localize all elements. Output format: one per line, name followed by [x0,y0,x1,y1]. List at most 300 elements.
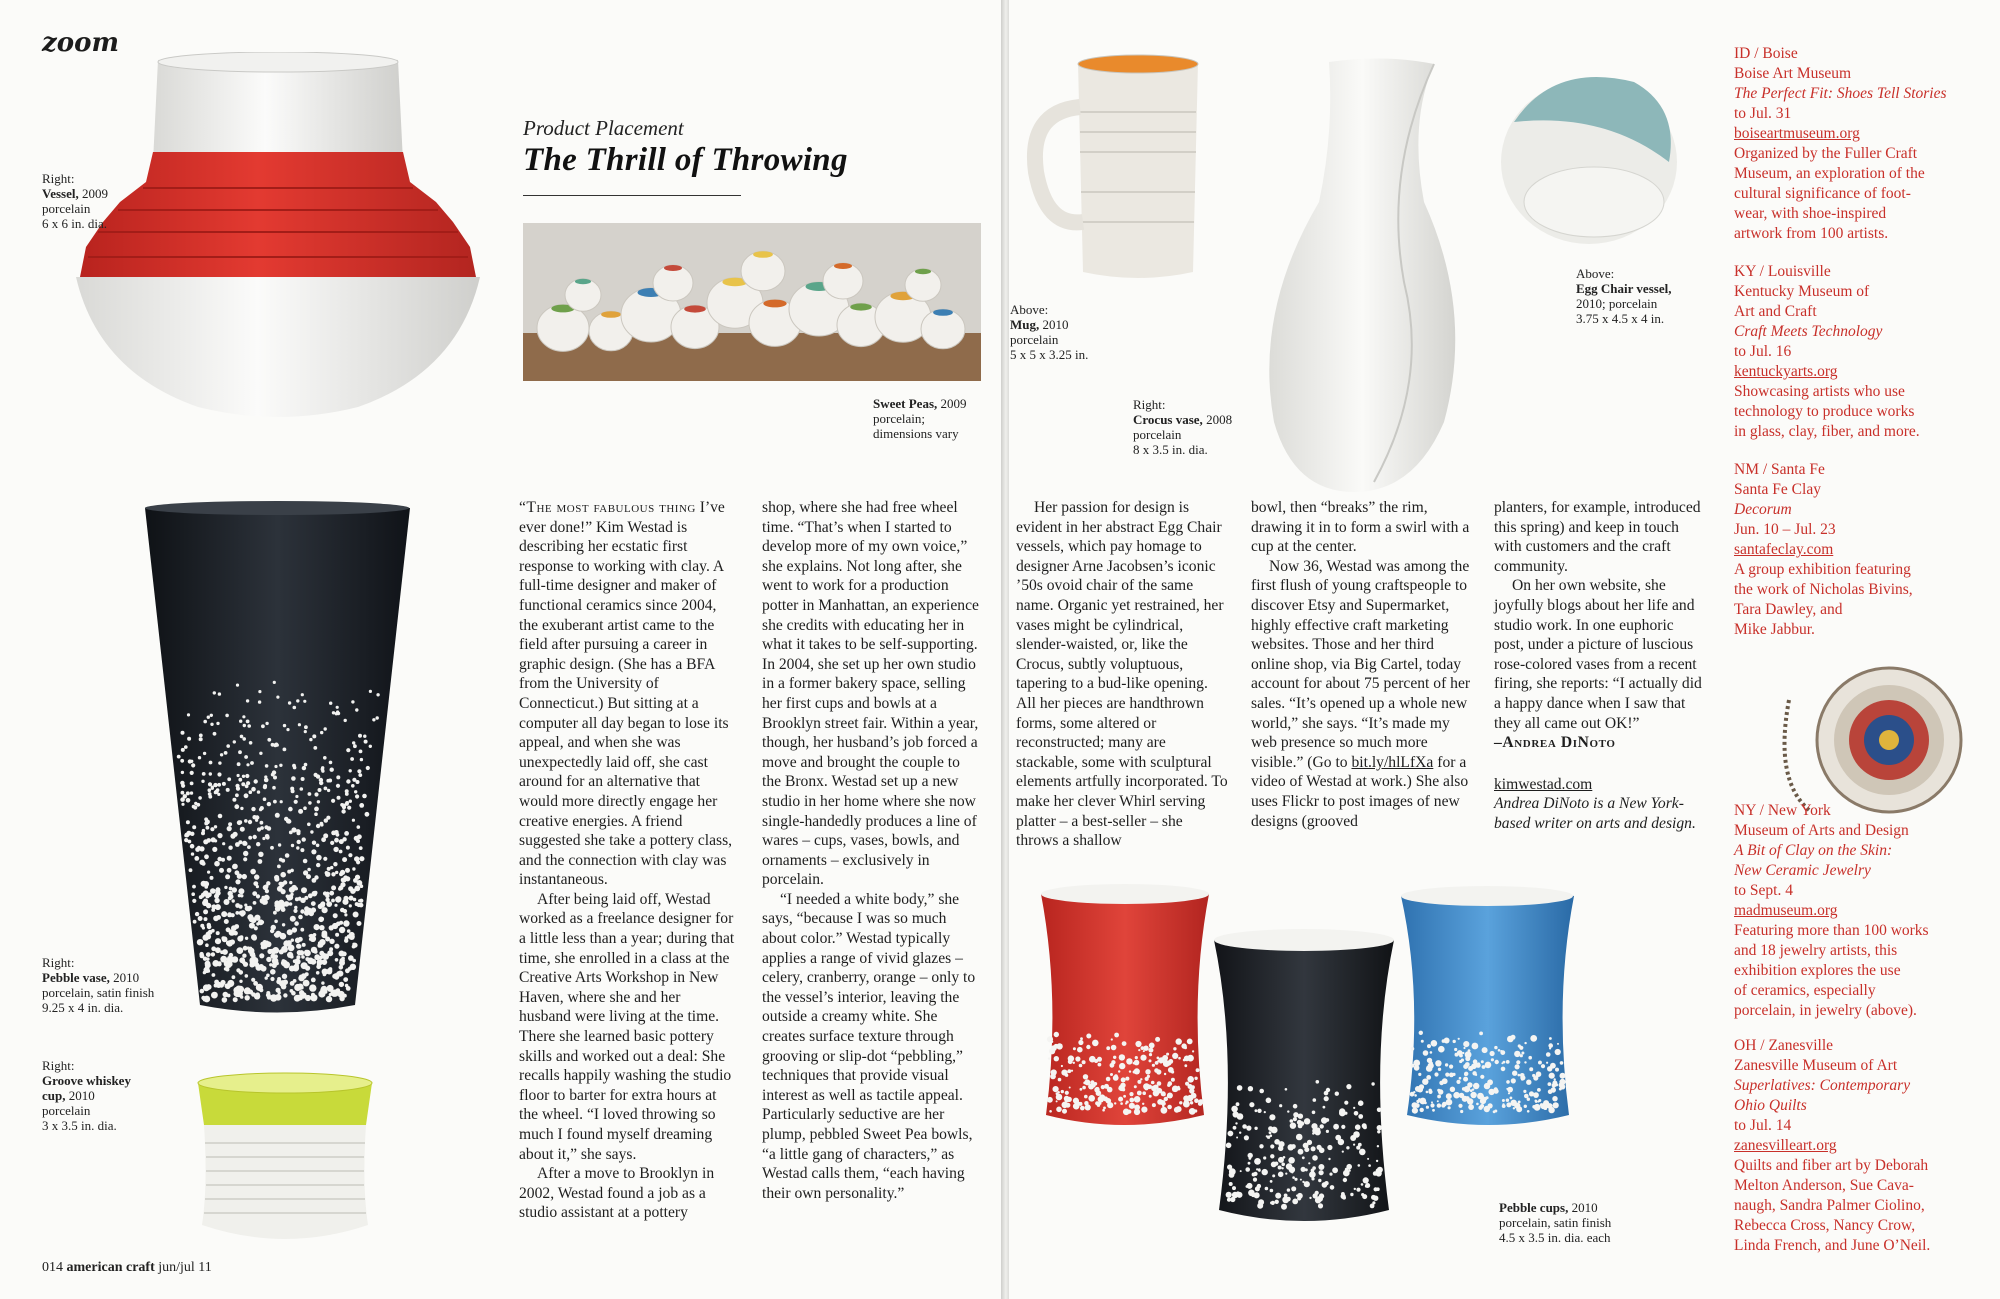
pebble-dot [1053,1086,1059,1092]
pebble-dot [1190,1101,1193,1104]
pebble-dot [293,979,297,983]
pebble-dot [198,756,201,759]
pebble-dot [211,952,215,956]
pebble-dot [343,879,346,882]
pebble-dot [1560,1061,1564,1065]
pebble-dot [337,796,341,800]
pebble-dot [1259,1089,1264,1094]
sweet-pea-opening [601,311,621,318]
pebble-dot [213,783,217,787]
pebble-dot [1173,1047,1176,1050]
pebble-dot [1184,1100,1189,1105]
pebble-dot [1129,1070,1131,1072]
pebble-dot [1304,1145,1307,1148]
pebble-dot [1353,1144,1355,1146]
pebble-dot [1471,1064,1477,1070]
pebble-dot [1184,1064,1187,1067]
pebble-dot [1157,1099,1163,1105]
pebble-dot [290,989,294,993]
pebble-dot [1070,1058,1072,1060]
pebble-dot [1514,1051,1520,1057]
event-description: naugh, Sandra Palmer Ciolino, [1734,1197,1925,1214]
pebble-dot [217,793,220,796]
pebble-dot [354,856,359,861]
event-url-link[interactable]: madmuseum.org [1734,902,1838,919]
pebble-dot [1529,1067,1533,1071]
pebble-dot [223,992,229,998]
pebble-dot [271,743,275,747]
pebble-dot [1301,1167,1306,1172]
pebble-dot [266,957,271,962]
pebble-dot [1140,1078,1142,1080]
pebble-dot [215,904,221,910]
pebble-dot [345,868,350,873]
pebble-dot [272,770,276,774]
pebble-dot [1354,1111,1359,1116]
pebble-dot [1342,1151,1344,1153]
pebble-dot [272,963,277,968]
pebble-dot [1324,1091,1329,1096]
pebble-dot [352,741,355,744]
pebble-dot [1083,1082,1086,1085]
pebble-dot [280,933,287,940]
event-show-title: The Perfect Fit: Shoes Tell Stories [1734,85,1947,102]
pebble-dot [1134,1096,1141,1103]
pebble-dot [1479,1032,1483,1036]
title-rule [523,195,741,196]
pebble-dot [1493,1110,1496,1113]
pebble-dot [1304,1118,1310,1124]
pebble-dot [1294,1178,1297,1181]
pebble-dot [316,844,320,848]
pebble-dot [218,761,221,764]
pebble-dot [1126,1058,1132,1064]
pebble-dot [238,750,242,754]
pebble-dot [274,900,279,905]
pebble-dot [259,988,263,992]
pebble-dot [1538,1061,1542,1065]
pebble-dot [359,846,363,850]
pebble-dot [267,738,271,742]
pebble-dot [1508,1092,1510,1094]
pebble-dot [244,819,248,823]
pebble-dot [254,779,258,783]
pebble-dot [199,734,203,738]
pebble-dot [199,737,203,741]
pebble-dot [222,842,225,845]
pebble-dot [1148,1070,1151,1073]
pebble-dot [225,983,231,989]
pebble-dot [232,864,238,870]
pebble-dot [1548,1043,1553,1048]
pebble-dot [1138,1049,1140,1051]
pebble-dot [226,927,231,932]
pebble-dot [232,975,236,979]
pebble-dot [1177,1086,1180,1089]
pebble-dot [296,846,299,849]
pebble-dot [316,863,320,867]
pebble-dot [314,924,320,930]
pebble-dot [1309,1197,1311,1199]
event-listing [1734,44,1984,244]
pebble-dot [1187,1076,1194,1083]
pebble-vase-caption [42,955,154,1015]
pebble-dot [1312,1132,1314,1134]
pebble-dot [256,842,260,846]
pebble-dot [1089,1056,1096,1063]
pebble-dot [1095,1101,1099,1105]
pebble-dot [302,837,306,841]
pebble-dot [217,833,222,838]
pebble-dot [326,996,332,1002]
pebble-dot [351,700,354,703]
video-link[interactable]: bit.ly/hlLfXa [1351,753,1434,771]
pebble-dot [347,806,351,810]
pebble-dot [1245,1167,1250,1172]
paragraph: On her own website, she joyfully blogs about her life and studio work. In one euphoric post, under a picture of luscious rose-colored vases from a recent firing, she reports: “I actually did a happy dance when I saw that they all came out OK!” [1494,577,1702,732]
paragraph: After being laid off, Westad worked as a freelance designer for a little less than a year; during that time, she enrolled in a class at the Creative Arts Workshop in New Haven, where she and her husband were living at the time. There she learned basic pottery skills and worked out a deal: She recalls happily washing the studio floor to barter for extra hours at the wheel. “I loved throwing so much I found myself dreaming about it,” she says. [519,890,735,1163]
pebble-dot [298,723,301,726]
pebble-dot [262,901,266,905]
pebble-dot [1445,1073,1449,1077]
pebble-dot [353,744,357,748]
crocus-vase-image [1234,52,1494,502]
caption-position: Above: [1576,266,1615,281]
pebble-dot [1274,1139,1280,1145]
pebble-dot [353,912,359,918]
pebble-dot [1056,1107,1062,1113]
pebble-dot [304,730,307,733]
pebble-dot [1286,1197,1291,1202]
pebble-dot [355,875,360,880]
pebble-dot [1371,1195,1376,1200]
pebble-dot [264,775,267,778]
pebble-dot [1270,1144,1274,1148]
pebble-dot [1502,1099,1505,1102]
pebble-dot [219,983,224,988]
event-location: KY / Louisville [1734,263,1831,280]
pebble-dot [282,974,287,979]
pebble-dot [1335,1092,1339,1096]
pebble-dot [243,851,248,856]
pebble-dot [1467,1082,1472,1087]
pebble-dot [303,700,306,703]
caption-material: 2010; porcelain [1576,296,1658,311]
pebble-dot [1491,1058,1494,1061]
event-url-link[interactable]: kentuckyarts.org [1734,363,1838,380]
pebble-dot [206,952,211,957]
pebble-dot [261,921,264,924]
event-url-link[interactable]: boiseartmuseum.org [1734,125,1860,142]
pebble-dot [359,899,363,903]
caption-year: 2009 [81,186,108,201]
pebble-dot [351,966,354,969]
pebble-dot [1471,1094,1474,1097]
pebble-dot [1178,1057,1181,1060]
pebble-dot [1298,1114,1303,1119]
pebble-dot [354,790,357,793]
pebble-dot [1111,1060,1115,1064]
pebble-dot [226,968,230,972]
pebble-dot [305,972,309,976]
pebble-dot [1459,1054,1463,1058]
pebble-dot [181,791,185,795]
pebble-dot [262,837,265,840]
pebble-dot [1246,1126,1251,1131]
issue-date: jun/jul 11 [158,1260,212,1275]
event-dates: to Jul. 14 [1734,1117,1792,1134]
pebble-dot [1085,1104,1091,1110]
pebble-dot [258,700,261,703]
website-link[interactable]: kimwestad.com [1494,775,1593,793]
pebble-dot [191,852,194,855]
pebble-dot [206,934,212,940]
pebble-dot [1285,1088,1288,1091]
pebble-dot [297,984,303,990]
pebble-dot [1461,1059,1464,1062]
right-page [1009,0,2000,1299]
pebble-dot [321,959,327,965]
pebble-dot [1537,1088,1541,1092]
pebble-dot [351,784,355,788]
pebble-dot [1257,1109,1261,1113]
pebble-dot [1419,1084,1424,1089]
pebble-dot [250,761,254,765]
pebble-dot [193,920,197,924]
pebble-dot [224,899,230,905]
pebble-dot [311,901,316,906]
pebble-dot [263,785,267,789]
pebble-dot [1056,1043,1062,1049]
pebble-dot [1362,1194,1367,1199]
event-venue: Art and Craft [1734,303,1817,320]
event-venue: Kentucky Museum of [1734,283,1870,300]
pebble-dot [301,955,305,959]
pebble-dot [1174,1107,1180,1113]
pebble-dot [193,805,197,809]
pebble-dot [1502,1103,1504,1105]
pebble-dot [215,890,220,895]
pebble-dot [1078,1040,1083,1045]
pebble-dot [343,920,349,926]
pebble-dot [1151,1085,1157,1091]
event-location: OH / Zanesville [1734,1037,1834,1054]
pebble-dot [1242,1124,1247,1129]
body-column-5 [1494,498,1706,834]
pebble-dot [1292,1176,1295,1179]
pebble-dot [336,833,340,837]
pebble-dot [1073,1047,1076,1050]
pebble-dot [1106,1098,1112,1104]
pebble-dot [1249,1157,1252,1160]
pebble-dot [235,911,239,915]
pebble-dot [216,788,220,792]
pebble-dot [325,937,330,942]
pebble-dot [298,937,303,942]
pebble-dot [1071,1070,1073,1072]
pebble-dot [216,915,221,920]
caption-title: Sweet Peas, [873,396,938,411]
pebble-dot [356,780,360,784]
pebble-dot [254,962,259,967]
paragraph-cont: for a video of Westad at work.) She also uses Flickr to post images of new designs (grooved [1251,753,1469,830]
pebble-dot [253,981,258,986]
section-label: zoom [42,28,119,58]
pebble-dot [228,822,232,826]
event-location: ID / Boise [1734,45,1798,62]
pebble-dot [1485,1065,1487,1067]
pebble-dot [1240,1170,1242,1172]
pebble-dot [241,782,245,786]
pebble-dot [307,823,311,827]
pebble-dot [1118,1070,1120,1072]
pebble-dot [1094,1087,1099,1092]
pebble-dot [1323,1106,1326,1109]
pebble-dot [217,772,221,776]
pebble-dot [1318,1179,1321,1182]
pebble-dot [1271,1162,1277,1168]
pebble-dot [312,878,317,883]
pebble-dot [355,794,359,798]
pebble-cups-image [1029,880,1719,1250]
pebble-dot [236,990,243,997]
pebble-dot [295,795,298,798]
pebble-dot [1264,1111,1266,1113]
pebble-dot [1524,1105,1527,1108]
pebble-dot [207,716,210,719]
pebble-dot [186,820,190,824]
pebble-dot [329,947,333,951]
pebble-dot [304,950,311,957]
pebble-dot [1192,1050,1194,1052]
pebble-dot [1262,1169,1268,1175]
pebble-dot [323,756,327,760]
pebble-dot [1540,1103,1544,1107]
pebble-dot [1111,1038,1113,1040]
pebble-dot [180,759,184,763]
pebble-dot [1113,1056,1116,1059]
pebble-dot [205,966,209,970]
pebble-dot [1438,1068,1441,1071]
pebble-dot [1448,1106,1451,1109]
pebble-dot [243,724,246,727]
pebble-dot [207,871,210,874]
pebble-dot [1119,1054,1125,1060]
pebble-dot [224,751,228,755]
pebble-dot [1296,1195,1298,1197]
pebble-dot [303,980,310,987]
pebble-dot [372,718,375,721]
pebble-dot [273,681,276,684]
pebble-dot [1498,1049,1501,1052]
event-show-title: New Ceramic Jewelry [1734,862,1871,879]
pebble-dot [337,712,341,716]
pebble-dot [349,904,352,907]
pebble-dot [249,790,253,794]
pebble-dot [1552,1081,1557,1086]
pebble-dot [1075,1099,1079,1103]
pebble-dot [1341,1125,1345,1129]
pebble-dot [1377,1145,1379,1147]
pebble-dot [213,732,217,736]
pebble-dot [1344,1101,1348,1105]
caption-dims: 5 x 5 x 3.25 in. [1010,347,1089,362]
pebble-dot [1437,1095,1441,1099]
pebble-dot [297,831,301,835]
pebble-dot [233,931,238,936]
paragraph: shop, where she had free wheel time. “That’s when I started to develop more of my own voice,” she explains. Not long after, she went to work for a production potter in Manhattan, an experience she credits with educating her in what it takes to be self-supporting. In 2004, she set up her own studio in a former bakery space, selling her first cups and bowls at a Brooklyn street fair. Within a year, though, her husband’s job forced a move and brought the couple to the Bronx. Westad set up a new studio in her home where she now single-handedly produces a line of wares – cups, vases, bowls, and ornaments – exclusively in porcelain. [762,499,979,889]
pebble-dot [249,947,252,950]
pebble-dot [1069,1087,1071,1089]
event-dates: Jun. 10 – Jul. 23 [1734,521,1836,538]
pebble-dot [288,807,293,812]
pebble-dot [1338,1139,1344,1145]
pebble-dot [232,956,239,963]
pebble-dot [1049,1110,1052,1113]
sweet-pea-opening [763,300,786,308]
pebble-dot [345,789,349,793]
pebble-dot [1450,1087,1455,1092]
pebble-dot [350,757,354,761]
pebble-dot [323,857,327,861]
pebble-dot [224,886,227,889]
pebble-dot [181,748,185,752]
pebble-dot [1516,1106,1522,1112]
caption-title: Groove whiskey [42,1073,131,1088]
pebble-dot [1244,1135,1249,1140]
event-url-link[interactable]: zanesvilleart.org [1734,1137,1837,1154]
pebble-dot [1121,1077,1126,1082]
pebble-dot [1189,1088,1194,1093]
pebble-dot [1481,1060,1484,1063]
event-description: Quilts and fiber art by Deborah [1734,1157,1929,1174]
pebble-dot [308,801,312,805]
pebble-dot [1437,1100,1439,1102]
pebble-dot [329,761,333,765]
pebble-dot [245,937,248,940]
pebble-dot [1271,1201,1275,1205]
pebble-dot [251,992,256,997]
pebble-dot [1377,1167,1383,1173]
pebble-dot [1472,1043,1479,1050]
pebble-dot [271,925,276,930]
caption-position: Above: [1010,302,1049,317]
pebble-dot [1290,1119,1294,1123]
pebble-dot [1435,1060,1441,1066]
pebble-dot [342,899,348,905]
pebble-dot [346,986,351,991]
pebble-dot [1538,1099,1541,1102]
pebble-dot [235,842,240,847]
pebble-dot [1097,1057,1102,1062]
event-description: Museum, an exploration of the [1734,165,1925,182]
pebble-dot [1278,1172,1284,1178]
caption-year: 2009 [940,396,967,411]
pebble-dot [260,826,264,830]
pebble-dot [267,826,272,831]
pebble-dot [1554,1078,1556,1080]
pebble-dot [1363,1125,1367,1129]
pebble-dot [1501,1067,1506,1072]
pebble-dot [344,939,348,943]
pebble-dot [191,892,195,896]
pebble-dot [277,865,281,869]
pebble-dot [338,887,342,891]
event-url-link[interactable]: santafeclay.com [1734,541,1834,558]
pebble-dot [363,735,366,738]
pebble-dot [1253,1172,1257,1176]
pebble-dot [1463,1047,1465,1049]
